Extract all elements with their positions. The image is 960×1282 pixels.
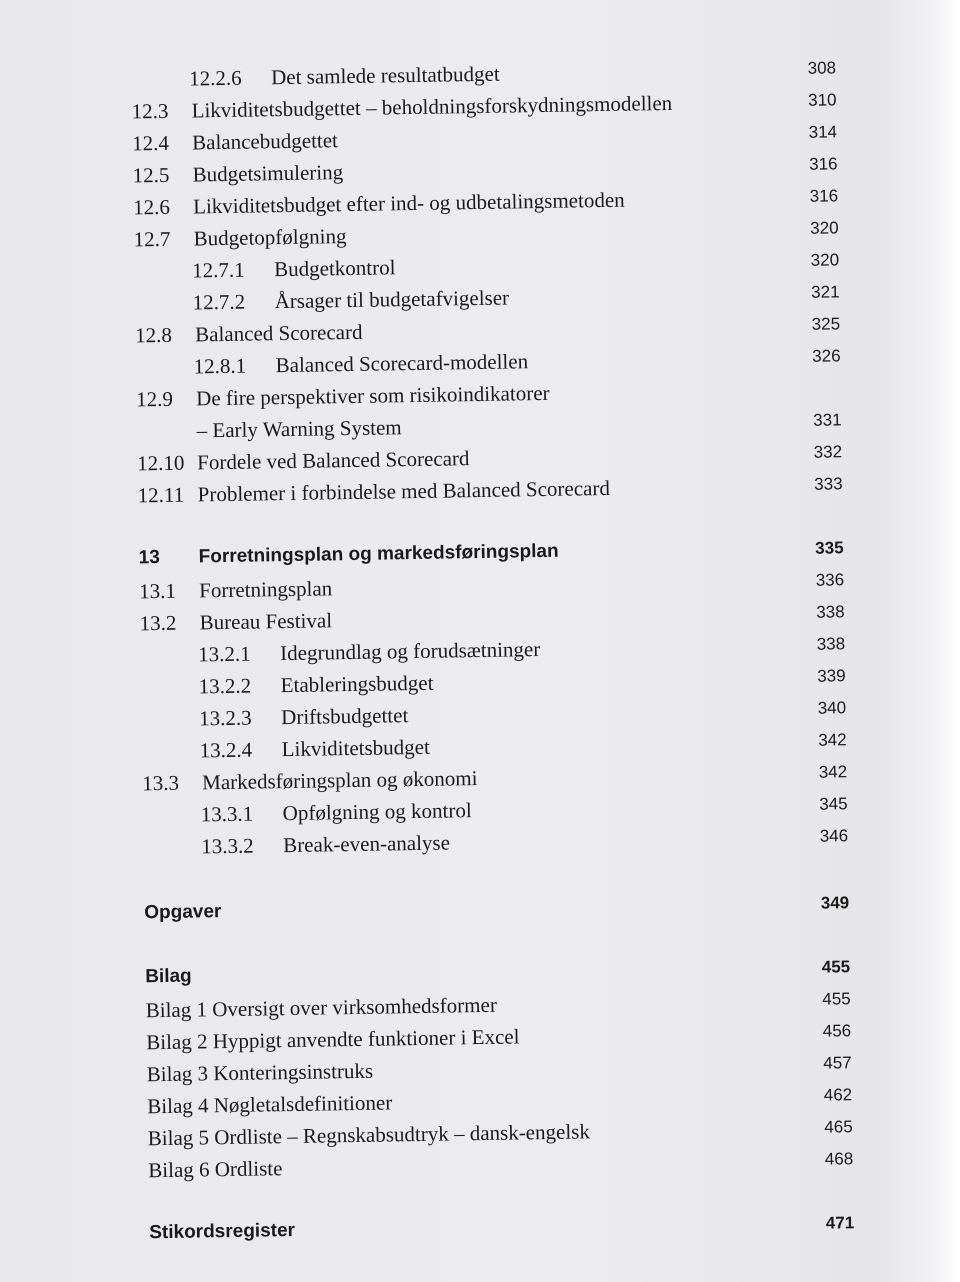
toc-entry-page: 345 xyxy=(819,794,848,814)
toc-entry-title: Likviditetsbudgettet – beholdningsforskydningsmodellen xyxy=(191,90,673,123)
toc-entry-number: 12.9 xyxy=(135,386,174,412)
toc-entry-title: Balancebudgettet xyxy=(191,128,339,155)
toc-entry-page: 457 xyxy=(823,1053,852,1073)
toc-entry-title: Bureau Festival xyxy=(199,608,333,635)
toc-entry-page: 332 xyxy=(813,442,843,462)
toc-entry-title: Bilag xyxy=(145,965,192,988)
toc-entry-page: 471 xyxy=(825,1213,855,1233)
toc-entry-number: 12.8 xyxy=(134,322,173,348)
toc-entry-title: Likviditetsbudget xyxy=(281,734,431,762)
toc-entry-number: 13.2.2 xyxy=(198,673,252,699)
toc-entry-page: 316 xyxy=(809,186,839,206)
toc-entry-number: 12.7.1 xyxy=(191,257,245,283)
toc-section-opgaver xyxy=(144,891,849,932)
toc-entry-page: 462 xyxy=(823,1085,853,1105)
toc-entry-title: Fordele ved Balanced Scorecard xyxy=(196,446,470,475)
toc-entry-page: 338 xyxy=(816,634,846,654)
toc-entry-title: Bilag 1 Oversigt over virksomhedsformer xyxy=(145,992,498,1023)
toc-entry-number: 13.2.3 xyxy=(199,705,252,731)
toc-entry-number: 13.2.4 xyxy=(199,737,253,763)
toc-entry-page: 331 xyxy=(813,410,842,430)
toc-entry-page: 455 xyxy=(821,957,851,977)
toc-entry-title: Stikordsregister xyxy=(149,1219,296,1244)
toc-entry-number: 13.2.1 xyxy=(198,641,251,667)
toc-entry-title: Likviditetsbudget efter ind- og udbetalingsmetoden xyxy=(192,187,625,219)
toc-entry-title: Balanced Scorecard-modellen xyxy=(275,349,529,378)
toc-entry-number: 12.10 xyxy=(136,450,185,476)
toc-entry-title: Budgetopfølgning xyxy=(193,224,347,251)
toc-entry-number: 12.8.1 xyxy=(193,353,247,379)
toc-entry-title: Budgetkontrol xyxy=(273,255,396,282)
toc-entry-page: 316 xyxy=(809,154,838,174)
toc-entry-page: 335 xyxy=(815,538,844,558)
toc-entry-page: 320 xyxy=(810,218,839,238)
toc-entry-number: 13 xyxy=(138,547,160,569)
toc-entry-page: 342 xyxy=(818,762,848,782)
toc-entry-title: Bilag 3 Konteringsinstruks xyxy=(146,1058,374,1087)
toc-entry-page: 338 xyxy=(816,602,845,622)
toc-entry-title: Forretningsplan og markedsføringsplan xyxy=(198,540,559,568)
toc-entry-title: Årsager til budgetafvigelser xyxy=(274,285,510,314)
toc-entry-title: Forretningsplan xyxy=(198,576,333,603)
toc-entry-page: 456 xyxy=(822,1021,852,1041)
toc-entry-page: 326 xyxy=(812,346,841,366)
toc-entry-number: 13.3.2 xyxy=(201,833,254,859)
toc-section-stikordsregister xyxy=(149,1211,854,1252)
toc-entry-page: 339 xyxy=(817,666,846,686)
toc-entry-title: Markedsføringsplan og økonomi xyxy=(202,766,478,795)
toc-entry-page: 314 xyxy=(808,122,838,142)
toc-entry-page: 333 xyxy=(814,474,843,494)
toc-entry-title: Driftsbudgettet xyxy=(280,703,409,730)
toc-entry-number: 12.7 xyxy=(133,226,171,252)
toc-entry-page: 320 xyxy=(810,250,840,270)
toc-entry-title: Det samlede resultatbudget xyxy=(270,61,500,90)
toc-entry-title: Idegrundlag og forudsætninger xyxy=(279,637,541,666)
toc-entry-number: 12.5 xyxy=(132,162,170,188)
toc-entry-page: 455 xyxy=(822,989,851,1009)
toc-entry-title: Break-even-analyse xyxy=(283,830,451,858)
toc-entry-page: 308 xyxy=(807,58,837,78)
toc-entry-page: 310 xyxy=(808,90,837,110)
toc-entry-page: 346 xyxy=(819,826,849,846)
toc-entry-number: 12.4 xyxy=(131,130,170,156)
toc-entry-number: 13.1 xyxy=(139,578,177,604)
toc-entry-page: 465 xyxy=(824,1117,853,1137)
toc-entry-title: Bilag 5 Ordliste – Regnskabsudtryk – dansk-engelsk xyxy=(147,1119,591,1151)
toc-entry-title: Etableringsbudget xyxy=(280,670,434,698)
toc-entry-title: De fire perspektiver som risikoindikatorer xyxy=(195,380,550,411)
toc-entry-number: 12.7.2 xyxy=(192,289,246,315)
toc-entry-title: Budgetsimulering xyxy=(192,160,344,187)
toc-entry-page: 468 xyxy=(824,1149,854,1169)
toc-entry-title: Opgaver xyxy=(144,901,222,924)
toc-entry-page: 349 xyxy=(820,893,850,913)
toc-entry-page: 340 xyxy=(817,698,847,718)
toc-entry-title: Bilag 2 Hyppigt anvendte funktioner i Excel xyxy=(146,1024,520,1055)
toc-entry-page: 336 xyxy=(815,570,845,590)
toc-entry-title: Bilag 6 Ordliste xyxy=(148,1156,283,1183)
toc-entry-number: 12.6 xyxy=(132,194,171,220)
toc-entry-title: Problemer i forbindelse med Balanced Scorecard xyxy=(197,475,611,507)
toc-entry-page: 342 xyxy=(818,730,847,750)
toc-entry-page: 321 xyxy=(811,282,840,302)
toc-entry-title: Bilag 4 Nøgletalsdefinitioner xyxy=(147,1090,393,1119)
toc-entry-number: 13.3.1 xyxy=(200,801,254,827)
toc-entry-number: 13.3 xyxy=(142,770,180,796)
toc-entry-number: 12.11 xyxy=(137,482,185,508)
toc-entry-title: Opfølgning og kontrol xyxy=(282,798,472,826)
toc-entry-number: 12.2.6 xyxy=(188,65,242,91)
toc-entry-number: 12.3 xyxy=(131,98,169,124)
toc-entry-title: – Early Warning System xyxy=(196,415,402,443)
toc-entry-number: 13.2 xyxy=(139,610,177,636)
toc-entry-title: Balanced Scorecard xyxy=(194,319,363,347)
toc-entry-page: 325 xyxy=(811,314,841,334)
